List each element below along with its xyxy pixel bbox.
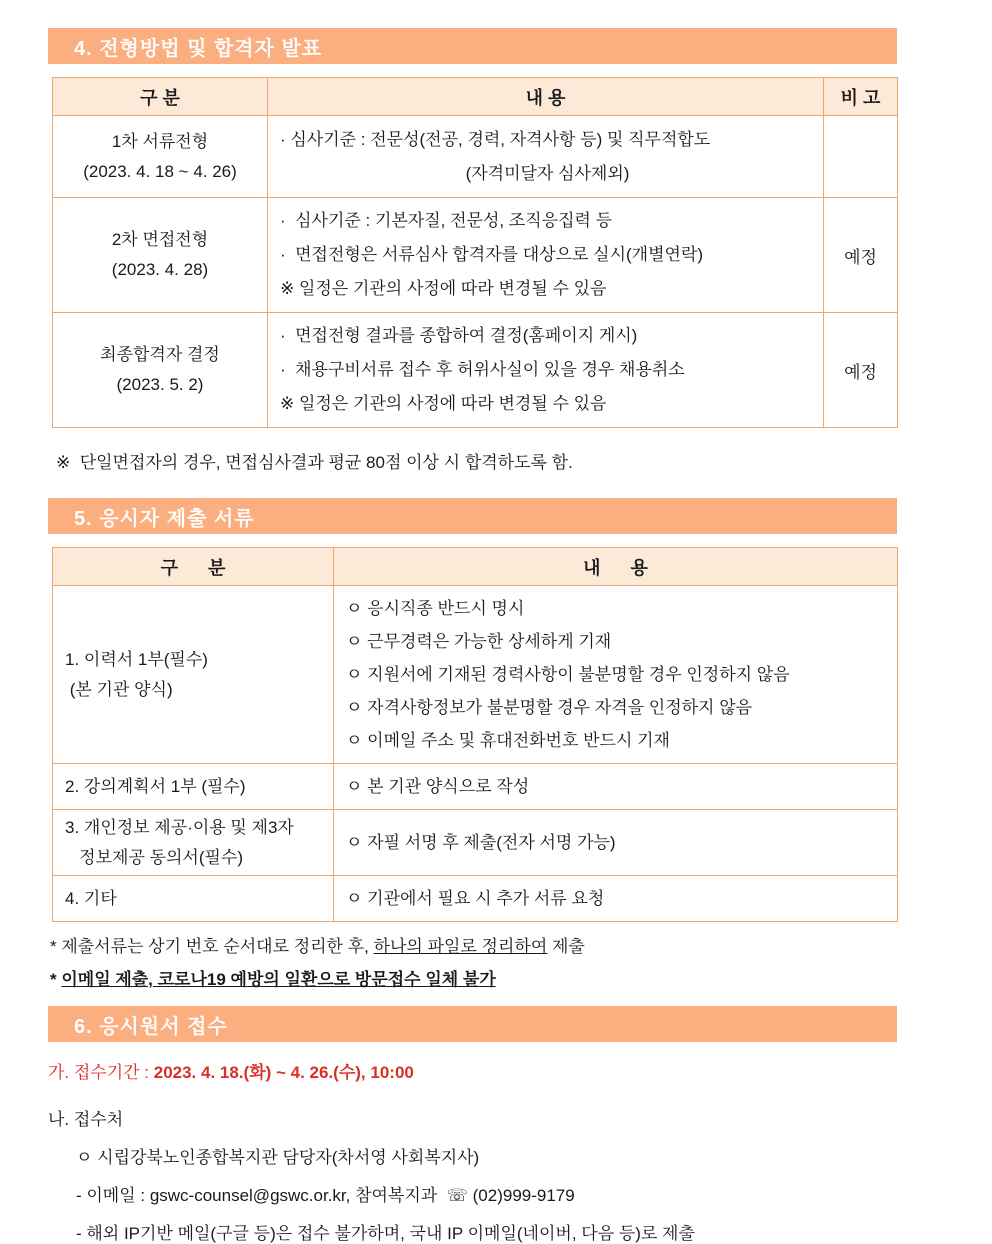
section-5-title: 5. 응시자 제출 서류 bbox=[74, 507, 255, 530]
table-header-row bbox=[53, 78, 898, 116]
category-line: (본 기관 양식) bbox=[65, 679, 173, 699]
category-cell bbox=[53, 810, 334, 876]
content-cell bbox=[334, 764, 898, 810]
note-text: 제출 bbox=[547, 937, 585, 956]
category-cell bbox=[53, 116, 268, 198]
category-cell bbox=[53, 313, 268, 428]
content-cell bbox=[334, 810, 898, 876]
content-line: ㅇ 기관에서 필요 시 추가 서류 요청 bbox=[346, 889, 605, 908]
selection-method-table bbox=[52, 77, 898, 428]
category-line: (2023. 4. 18 ~ 4. 26) bbox=[83, 161, 237, 181]
reception-office-label: 나. 접수처 bbox=[48, 1110, 124, 1129]
category-line: 2차 면접전형 bbox=[111, 230, 209, 249]
category-line: 2. 강의계획서 1부 (필수) bbox=[65, 776, 246, 796]
content-line: ㅇ 응시직종 반드시 명시 bbox=[346, 599, 525, 618]
remarks-cell: 예정 bbox=[824, 198, 898, 313]
note-text: * bbox=[50, 970, 62, 989]
reception-office-line: ㅇ 시립강북노인종합복지관 담당자(차서영 사회복지사) bbox=[76, 1148, 480, 1167]
content-line: · 심사기준 : 전문성(전공, 경력, 자격사항 등) 및 직무적합도 bbox=[280, 129, 711, 149]
table-row bbox=[53, 313, 898, 428]
category-cell bbox=[53, 764, 334, 810]
category-line: 3. 개인정보 제공·이용 및 제3자 bbox=[65, 817, 294, 837]
phone-number-text: (02)999-9179 bbox=[467, 1186, 575, 1205]
content-line: ㅇ 본 기관 양식으로 작성 bbox=[346, 777, 530, 796]
submission-documents-table bbox=[52, 547, 898, 922]
content-line: ㅇ 지원서에 기재된 경력사항이 불분명할 경우 인정하지 않음 bbox=[346, 665, 790, 684]
reception-period-line bbox=[48, 1058, 992, 1083]
note-text: * 제출서류는 상기 번호 순서대로 정리한 후, bbox=[50, 937, 374, 956]
category-line: 1차 서류전형 bbox=[111, 131, 209, 151]
overseas-ip-note-line: - 해외 IP기반 메일(구글 등)은 접수 불가하며, 국내 IP 이메일(네이버, 다음 등)로 제출 bbox=[76, 1224, 695, 1243]
content-line: (자격미달자 심사제외) bbox=[465, 163, 630, 183]
category-line: (2023. 5. 2) bbox=[116, 375, 204, 394]
content-cell bbox=[268, 313, 824, 428]
content-cell bbox=[268, 198, 824, 313]
content-cell bbox=[334, 876, 898, 922]
reception-period-value: 2023. 4. 18.(화) ~ 4. 26.(수), 10:00 bbox=[153, 1063, 414, 1082]
content-cell bbox=[334, 586, 898, 764]
content-cell bbox=[268, 116, 824, 198]
remarks-cell: 예정 bbox=[824, 313, 898, 428]
content-line: ※ 일정은 기관의 사정에 따라 변경될 수 있음 bbox=[280, 279, 607, 298]
note-underlined-text: 하나의 파일로 정리하여 bbox=[373, 937, 548, 956]
table-row bbox=[53, 810, 898, 876]
category-line: 최종합격자 결정 bbox=[100, 345, 220, 364]
category-line: 1. 이력서 1부(필수) bbox=[65, 649, 208, 669]
reception-period-label: 가. 접수기간 : bbox=[48, 1063, 154, 1082]
section-6-title: 6. 응시원서 접수 bbox=[74, 1015, 228, 1038]
table-row bbox=[53, 198, 898, 313]
section-5-header bbox=[48, 498, 897, 534]
content-line: ※ 일정은 기관의 사정에 따라 변경될 수 있음 bbox=[280, 394, 607, 413]
content-line: · 면접전형은 서류심사 합격자를 대상으로 실시(개별연락) bbox=[280, 245, 704, 264]
remarks-cell bbox=[824, 116, 898, 198]
email-contact-line bbox=[48, 1181, 992, 1206]
col-header-category: 구 분 bbox=[53, 548, 334, 586]
content-line: · 심사기준 : 기본자질, 전문성, 조직응집력 등 bbox=[280, 211, 613, 230]
content-line: ㅇ 자격사항정보가 불분명할 경우 자격을 인정하지 않음 bbox=[346, 698, 753, 717]
category-line: 정보제공 동의서(필수) bbox=[65, 847, 244, 867]
email-contact-text: - 이메일 : gswc-counsel@gswc.or.kr, 참여복지과 bbox=[76, 1186, 447, 1205]
section-4-title: 4. 전형방법 및 합격자 발표 bbox=[74, 37, 323, 60]
category-cell bbox=[53, 586, 334, 764]
note-underlined-text: 이메일 제출, 코로나19 예방의 일환으로 방문접수 일체 불가 bbox=[61, 970, 496, 989]
single-interviewee-note: ※ 단일면접자의 경우, 면접심사결과 평균 80점 이상 시 합격하도록 함. bbox=[56, 453, 573, 472]
content-line: ㅇ 자필 서명 후 제출(전자 서명 가능) bbox=[346, 833, 616, 852]
table-row bbox=[53, 764, 898, 810]
col-header-remarks: 비 고 bbox=[824, 78, 898, 116]
content-line: ㅇ 이메일 주소 및 휴대전화번호 반드시 기재 bbox=[346, 731, 670, 750]
email-only-note bbox=[50, 965, 992, 990]
content-line: · 채용구비서류 접수 후 허위사실이 있을 경우 채용취소 bbox=[280, 360, 685, 379]
table-row bbox=[53, 586, 898, 764]
category-cell bbox=[53, 198, 268, 313]
category-line: (2023. 4. 28) bbox=[111, 260, 209, 279]
submission-order-note bbox=[50, 932, 992, 957]
col-header-content: 내 용 bbox=[334, 548, 898, 586]
col-header-category: 구 분 bbox=[53, 78, 268, 116]
category-cell bbox=[53, 876, 334, 922]
section-4-header bbox=[48, 28, 897, 64]
col-header-content: 내 용 bbox=[268, 78, 824, 116]
content-line: ㅇ 근무경력은 가능한 상세하게 기재 bbox=[346, 632, 612, 651]
section-6-header bbox=[48, 1006, 897, 1042]
category-line: 4. 기타 bbox=[65, 888, 117, 908]
table-header-row bbox=[53, 548, 898, 586]
table-row bbox=[53, 876, 898, 922]
table-row bbox=[53, 116, 898, 198]
phone-icon: ☏ bbox=[446, 1186, 468, 1205]
content-line: · 면접전형 결과를 종합하여 결정(홈페이지 게시) bbox=[280, 326, 638, 345]
